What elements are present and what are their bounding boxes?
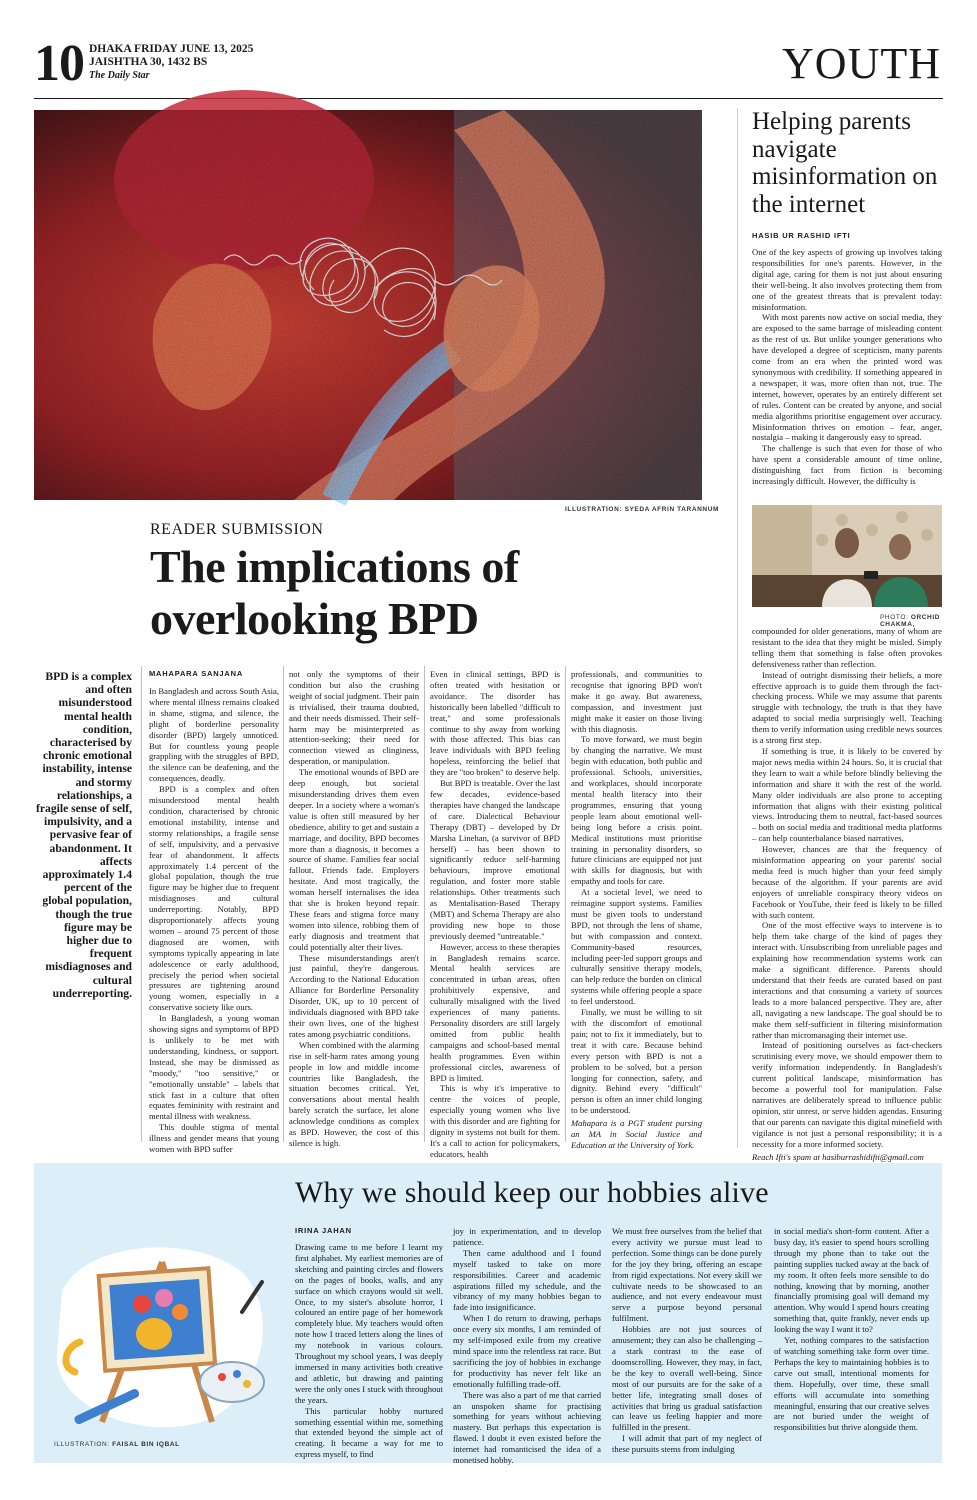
sidebar-column-top [752,247,942,487]
sidebar-headline: Helping parents navigate misinformation on the internet [752,108,938,218]
paragraph: However, access to these therapies in Bangladesh remains scarce. Mental health services are concentrated in urban areas, often prohibitively expensive, and culturally misaligned with the lived experiences of many patients. Personality disorders are still largely omitted from public health campaigns and school-based mental health programmes. Even within professional circles, awareness of BPD is limited. [430,941,560,1083]
paragraph: Instead of positioning ourselves as fact-checkers scrutinising every move, we should empower them to verify information independently. In Bangladesh's current political landscape, misinformation has become a powerful tool for manipulation. False narratives are deliberately spread to influence public opinion, stir unrest, or serve hidden agendas. Ensuring that our parents can navigate this digital minefield with vigilance is not just a personal responsibility; it is a necessity for a more informed society. [752,1040,942,1149]
hero-illustration-art [34,110,702,500]
sidebar-byline: HASIB UR RASHID IFTI [752,231,851,240]
headline-line-1: The implications of [150,541,519,592]
paragraph: professionals, and communities to recognise that ignoring BPD won't make it go away. But awareness, compassion, and investment just might make it easier on those living with this diagnosis. [571,669,702,734]
paragraph: To move forward, we must begin by changing the narrative. We must begin with education, both public and professional. Schools, universities, and workplaces, should incorporate mental health literacy into their programmes, ensuring that young people learn about emotional well-being long before a crisis point. Medical institutions must prioritise training in personality disorders, so future clinicians are equipped not just with skills for diagnosis, but with empathy and tools for care. [571,734,702,887]
paragraph: There was also a part of me that carried an unspoken shame for practising something for years without achieving mastery. But perhaps this expectation is flawed. I doubt it even existed before the internet had romanticised the idea of a monetised hobby. [453,1389,601,1466]
credit-name: ORCHID CHAKMA, [880,614,941,628]
column-divider [141,666,142,1142]
paragraph: If something is true, it is likely to be covered by major news media within 24 hours. So, it is crucial that they learn to wait a while before blindly believing the information and share it with the rest of the world. Many older individuals are also prone to accepting information that aligns with their existing political views. Introducing them to neutral, fact-based sources – both on social media and traditional media platforms – can help counterbalance biased narratives. [752,745,942,844]
illustration-credit [565,506,719,513]
paragraph: Instead of outright dismissing their beliefs, a more effective approach is to guide them through the fact-checking process. While we may assume that parents struggle with technology, the truth is that they have adapted to social media surprisingly well. Teaching them to verify information using credible news sources is a strong first step. [752,669,942,746]
hobbies-column-1 [295,1242,443,1458]
date: DHAKA FRIDAY JUNE 13, 2025 [89,43,254,55]
paragraph: This particular hobby nurtured something essential within me, something that extended beyond the simple act of creating. It became a way for me to express myself, to find [295,1405,443,1460]
paragraph: But BPD is treatable. Over the last few decades, evidence-based therapies have changed the landscape of care. Dialectical Behaviour Therapy (DBT) – developed by Dr Marsha Linehan, (a survivor of BPD herself) – has been shown to significantly reduce self-harming behaviours, improve emotional regulation, and foster more stable relationships. Other treatments such as Mentalisation-Based Therapy (MBT) and Schema Therapy are also providing new hope to those previously deemed "untreatable." [430,778,560,941]
credit-label: ILLUSTRATION: [565,506,623,513]
main-headline [150,541,710,645]
masthead-divider [34,98,943,99]
paragraph: Yet, nothing compares to the satisfaction of watching something take form over time. Perhaps the key to maintaining hobbies is to carve out small, intentional moments for them. Hopefully, over time, these small efforts will accumulate into something meaningful, ensuring that our creative selves are not buried under the weight of responsibilities but thrive alongside them. [774,1335,929,1433]
paper-logo: The Daily Star [89,70,150,81]
paragraph: One of the key aspects of growing up involves taking responsibilities for one's parents. However, in the digital age, caring for them is not just about ensuring their well-being. It also involves protecting them from one of the greatest threats that is prevalent today: misinformation. [752,247,942,312]
paragraph: When I do return to drawing, perhaps once every six months, I am reminded of my self-imposed exile from my creative mind space into the relentless rat race. But sacrificing the joy of hobbies in exchange for productivity has never felt like an emotionally fulfilling trade-off. [453,1313,601,1389]
paragraph: However, chances are that the frequency of misinformation appearing on your parents' social media feed is much higher than your feed simply because of the algorithm. If your parents are avid enjoyers of unreliable conspiracy theory videos on Facebook or YouTube, their feed is likely to be filled with such content. [752,844,942,920]
paragraph: Finally, we must be willing to sit with the discomfort of emotional pain; not to fix it immediately, but to treat it with care. Because behind every person with BPD is not a problem to be solved, but a person longing for connection, safety, and dignity. Behind every "difficult" person is often an inner child longing to be understood. [571,1007,702,1116]
paragraph: Even in clinical settings, BPD is often treated with hesitation or avoidance. The disorder has historically been labelled "difficult to treat," and some professionals continue to shy away from working with those affected. This bias can leave individuals with BPD feeling hopeless, reinforcing the belief that they are "too broken" to deserve help. [430,669,560,778]
column-divider [565,666,566,1142]
paragraph: compounded for older generations, many of whom are resistant to the idea that they might be misled. Simply telling them that something is false often provokes defensiveness rather than reflection. [752,626,942,669]
hobbies-byline: IRINA JAHAN [295,1226,352,1235]
pull-quote: BPD is a complex and often misunderstood mental health condition, characterised by chronic emotional instability, intense and stormy relationships, a fragile sense of self, impulsivity, and a pervasive fear of abandonment. It affects approximately 1.4 percent of the global population, though the true figure may be higher due to frequent misdiagnoses and cultural underreporting. [36,670,132,1000]
paragraph: This double stigma of mental illness and gender means that young women with BPD suffer [149,1122,279,1155]
paragraph: I will admit that part of my neglect of these pursuits stems from indulging [612,1433,762,1455]
paragraph: This is why it's imperative to centre the voices of people, especially young women who live with this disorder and are fighting for dignity in systems not built for them. It's a call to action for policymakers, educators, health [430,1083,560,1159]
paragraph: The challenge is such that even for those of who have spent a considerable amount of time online, distinguishing fact from fiction is becoming increasingly difficult. However, the difficulty is [752,443,942,487]
paragraph: Then came adulthood and I found myself tasked to take on more responsibilities. Career and academic aspirations filled my schedule, and the vibrancy of my many hobbies began to fade into insignificance. [453,1247,601,1313]
paragraph: We must free ourselves from the belief that every activity we pursue must lead to perfection. Some things can be done purely for the joy they bring, offering an escape from rigid expectations. Not every skill we cultivate needs to be showcased to an audience, and not every endeavour must serve a purpose beyond personal fulfilment. [612,1226,762,1324]
paragraph: In Bangladesh and across South Asia, where mental illness remains cloaked in shame, stigma, and silence, the plight of borderline personality disorder (BPD) largely unnoticed. But for countless young people grappling with the struggles of BPD, the silence can be deafening, and the consequences, deadly. [149,686,279,784]
credit-name: SYEDA AFRIN TARANNUM [624,506,720,513]
paragraph: Drawing came to me before I learnt my first alphabet. My earliest memories are of sketching and painting circles and flowers on the pages of books, walls, and any surface on which crayons would sit well. Once, to my sister's absolute horror, I coloured an entire page of her homework completely blue. My teachers would often note how I traced letters along the lines of my notebook in various colours. Throughout my school years, I was deeply immersed in many activities both creative and athletic, but drawing and painting were the only ones I stuck with throughout the years. [295,1242,443,1405]
paragraph: in social media's short-form content. After a busy day, it's easier to spend hours scrolling through my phone than to take out the painting supplies tucked away at the back of my room. It often feels more sensible to do nothing, knowing that by morning, another financially promising goal will demand my attention. Why would I spend hours creating something that, quite frankly, never ends up looking the way I want it to? [774,1226,929,1335]
credit-name: FAISAL BIN IQBAL [112,1441,180,1448]
column-divider [424,666,425,1142]
article-column-2 [289,669,419,1148]
paragraph: joy in experimentation, and to develop patience. [453,1226,601,1247]
credit-label: ILLUSTRATION: [54,1441,110,1448]
byline: MAHAPARA SANJANA [149,669,244,678]
paragraph: not only the symptoms of their condition but also the crushing weight of social judgment. Their pain is trivialised, their trauma doubted, and their needs dismissed. Their self-harm may be misinterpreted as attention-seeking; their need for connection viewed as clinginess, desperation, or manipulation. [289,669,419,767]
painting-easel-illustration [42,1232,274,1432]
paragraph: These misunderstandings aren't just painful, they're dangerous. According to the National Education Alliance for Borderline Personality Disorder, UK, up to 10 percent of individuals diagnosed with BPD take their own lives, one of the highest rates among psychiatric conditions. [289,952,419,1039]
kicker: READER SUBMISSION [150,521,324,538]
sidebar-photo-art [752,505,942,607]
article-column-1 [149,686,279,1155]
bengali-date: JAISHTHA 30, 1432 BS [89,56,208,68]
page-number: 10 [34,35,84,92]
column-divider [283,666,284,1142]
paragraph: Hobbies are not just sources of amusement; they can also be challenging – a stark contrast to the ease of doomscrolling. However, they may, in fact, be the key to overall well-being. Since most of our pursuits are for the sake of a better life, integrating small doses of activities that bring us gradual satisfaction can leave us feeling happier and more fulfilled in the present. [612,1324,762,1433]
article-column-4 [571,669,702,1148]
paragraph: One of the most effective ways to intervene is to help them take charge of the kind of pages they interact with. Unsubscribing from unreliable pages and explaining how recommendation systems work can make a significant difference. Parents should understand that their feeds are curated based on past interactions and that consuming a variety of sources leads to a more balanced perspective. They are, after all, navigating a new landscape. The goal should be to make them self-sufficient in filtering misinformation rather than micromanaging their internet use. [752,920,942,1040]
author-note: Reach Ifti's spam at hasiburrashidifti@gmail.com [752,1151,924,1162]
paragraph: In Bangladesh, a young woman showing signs and symptoms of BPD is unlikely to be met with understanding, kindness, or support. Instead, she may be dismissed as "moody," "too sensitive," or "emotionally unstable" – labels that stick fast in a culture that often equates femininity with restraint and mental illness with weakness. [149,1013,279,1122]
easel-icon [42,1232,274,1432]
section-title: YOUTH [782,39,941,88]
headline-line-2: overlooking BPD [150,593,479,644]
hero-illustration [34,110,702,500]
paragraph: At a societal level, we need to reimagine support systems. Families must be given tools to understand BPD, not through the lens of shame, but with compassion and context. Community-based resources, including peer-led support groups and culturally sensitive therapy models, can help reduce the burden on clinical systems while offering people a space to feel understood. [571,887,702,1007]
dateline [89,43,253,69]
paragraph: With most parents now active on social media, they are exposed to the same barrage of misleading content as the rest of us. But unlike younger generations who have developed a degree of scepticism, many parents come from an era when the printed word was synonymous with credibility. If something appeared in a newspaper, it was, more often than not, true. The internet, however, operates by an entirely different set of rules. Content can be created by anyone, and social media algorithms prioritise engagement over accuracy. Misinformation thrives on emotion – fear, anger, nostalgia – making it dangerously easy to spread. [752,312,942,443]
hobbies-column-2 [453,1226,601,1466]
sidebar-photo [752,505,942,607]
credit-label: PHOTO: [880,614,909,621]
sidebar-column-bottom [752,626,942,1162]
sidebar-divider [737,108,738,1148]
paragraph: BPD is a complex and often misunderstood mental health condition, characterised by chronic emotional instability, intense and stormy relationships, a fragile sense of self, impulsivity, and a pervasive fear of abandonment. It affects approximately 1.4 percent of the global population, though the true figure may be higher due to frequent misdiagnoses and cultural underreporting. Notably, BPD disproportionately affects young women – around 75 percent of those diagnosed are women, with symptoms typically appearing in late adolescence or early adulthood, precisely the period when societal pressures are tightening around young women, especially in a conservative society like ours. [149,784,279,1013]
article-column-3 [430,669,560,1159]
author-note: Mahapara is a PGT student pursing an MA in Social Justice and Education at the University of York. [571,1118,702,1150]
paragraph: The emotional wounds of BPD are deep enough, but societal misunderstanding drives them even deeper. In a society where a woman's value is often still measured by her obedience, ability to get and sustain a marriage, and docility, BPD becomes more than a diagnosis, it becomes a source of shame. Families fear social fallout. Friends fade. Employers hesitate. And most tragically, the woman herself internalises the idea that she is broken beyond repair. These fears and stigma force many women into silence, robbing them of early diagnosis and treatment that could potentially alter their lives. [289,767,419,952]
hobbies-illustration-credit [54,1441,180,1448]
hobbies-column-3 [612,1226,762,1458]
hobbies-column-4 [774,1226,929,1458]
paragraph: When combined with the alarming rise in self-harm rates among young people in low and middle income countries like Bangladesh, the situation becomes critical. Yet, conversations about mental health barely scratch the surface, let alone acknowledge conditions as complex as BPD. However, the cost of this silence is high. [289,1039,419,1148]
hobbies-headline: Why we should keep our hobbies alive [295,1176,769,1209]
